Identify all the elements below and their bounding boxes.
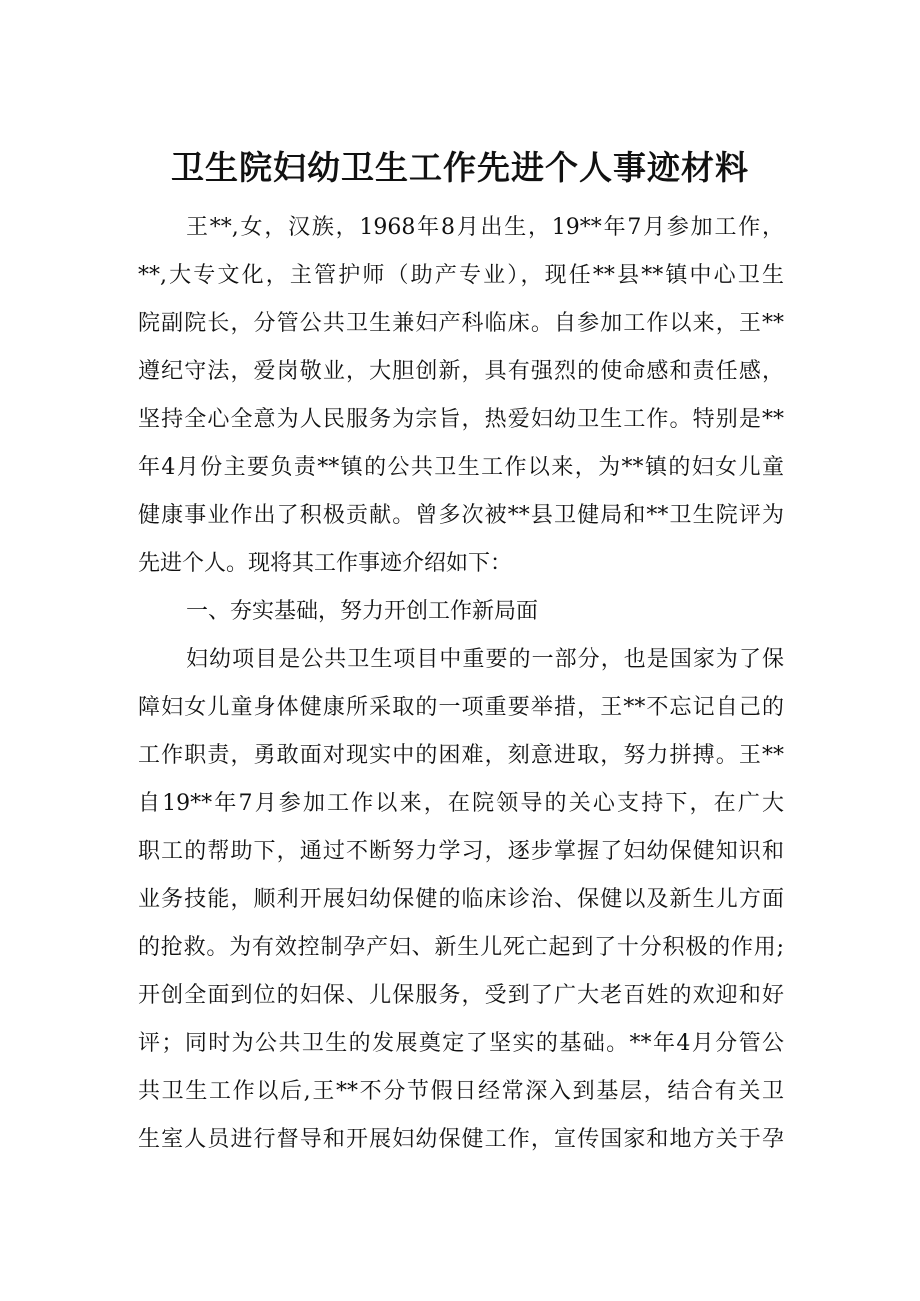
paragraph-line: 遵纪守法，爱岗敬业，大胆创新，具有强烈的使命感和责任感， <box>138 359 784 384</box>
paragraph-line: 的抢救。为有效控制孕产妇、新生儿死亡起到了十分积极的作用; <box>138 935 784 960</box>
section-heading: 一、夯实基础，努力开创工作新局面 <box>186 599 539 624</box>
paragraph-line: 评；同时为公共卫生的发展奠定了坚实的基础。**年4月分管公 <box>138 1031 784 1056</box>
paragraph-line: 妇幼项目是公共卫生项目中重要的一部分，也是国家为了保 <box>186 647 784 672</box>
paragraph-line: 年4月份主要负责**镇的公共卫生工作以来，为**镇的妇女儿童 <box>138 455 784 480</box>
document-title: 卫生院妇幼卫生工作先进个人事迹材料 <box>171 148 749 187</box>
paragraph-line: 坚持全心全意为人民服务为宗旨，热爱妇幼卫生工作。特别是** <box>138 407 784 432</box>
paragraph-line: 开创全面到位的妇保、儿保服务，受到了广大老百姓的欢迎和好 <box>138 983 784 1008</box>
paragraph-line: 共卫生工作以后,王**不分节假日经常深入到基层，结合有关卫 <box>138 1079 784 1104</box>
paragraph-line: 先进个人。现将其工作事迹介绍如下： <box>138 551 513 576</box>
paragraph-line: 工作职责，勇敢面对现实中的困难，刻意进取，努力拼搏。王** <box>138 743 784 768</box>
paragraph-line: 生室人员进行督导和开展妇幼保健工作，宣传国家和地方关于孕 <box>138 1127 784 1152</box>
paragraph-line: 王**,女，汉族，1968年8月出生，19**年7月参加工作， <box>186 215 784 240</box>
paragraph-line: 职工的帮助下，通过不断努力学习，逐步掌握了妇幼保健知识和 <box>138 839 784 864</box>
paragraph-line: 障妇女儿童身体健康所采取的一项重要举措，王**不忘记自己的 <box>138 695 784 720</box>
paragraph-line: 院副院长，分管公共卫生兼妇产科临床。自参加工作以来，王** <box>138 311 784 336</box>
paragraph-line: 健康事业作出了积极贡献。曾多次被**县卫健局和**卫生院评为 <box>138 503 784 528</box>
paragraph-line: 业务技能，顺利开展妇幼保健的临床诊治、保健以及新生儿方面 <box>138 887 784 912</box>
paragraph-line: **,大专文化，主管护师（助产专业），现任**县**镇中心卫生 <box>138 263 784 288</box>
paragraph-line: 自19**年7月参加工作以来，在院领导的关心支持下，在广大 <box>138 791 784 816</box>
